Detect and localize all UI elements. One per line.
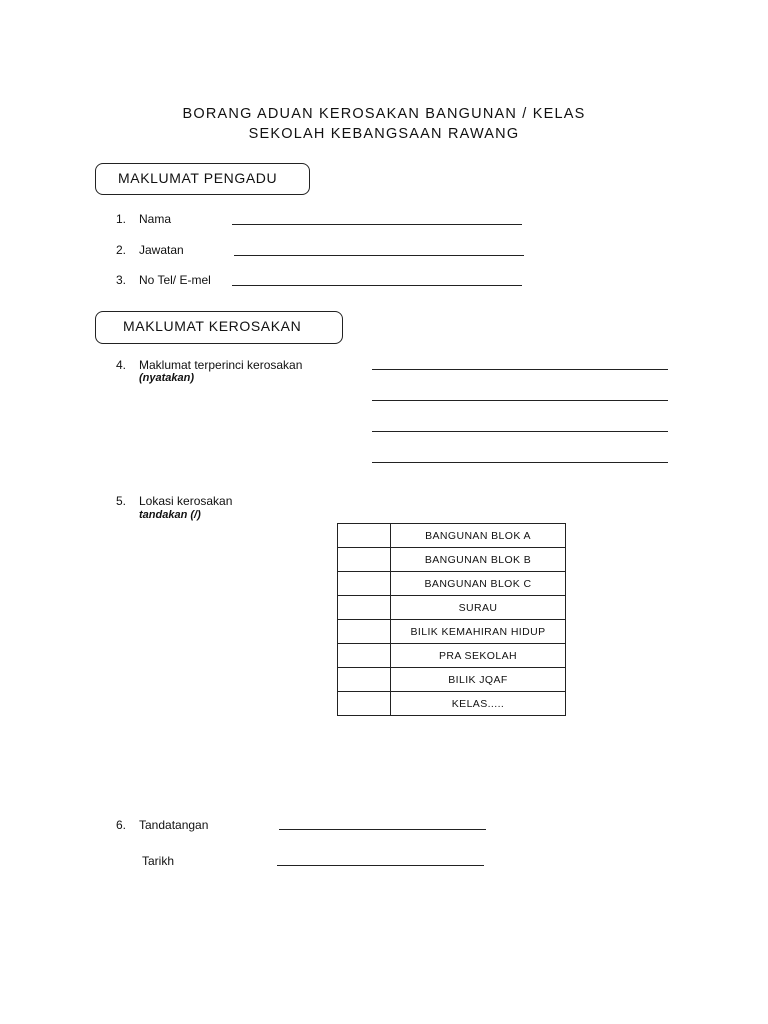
location-checkbox[interactable]	[338, 668, 391, 692]
table-row	[338, 572, 566, 596]
location-checkbox[interactable]	[338, 596, 391, 620]
table-row	[338, 548, 566, 572]
field-label-maklumat: Maklumat terperinci kerosakan	[139, 358, 303, 372]
table-row	[338, 620, 566, 644]
location-table	[337, 523, 566, 716]
section-header-pengadu	[95, 163, 310, 195]
table-row	[338, 644, 566, 668]
location-name: BILIK JQAF	[391, 668, 566, 692]
field-number: 1.	[116, 212, 127, 226]
section-title: MAKLUMAT PENGADU	[118, 170, 278, 186]
location-name: BANGUNAN BLOK B	[391, 548, 566, 572]
field-label-tarikh: Tarikh	[142, 854, 175, 868]
field-label-jawatan: Jawatan	[139, 243, 184, 257]
field-note-nyatakan: (nyatakan)	[139, 372, 195, 384]
location-checkbox[interactable]	[338, 620, 391, 644]
maklumat-input-line[interactable]	[372, 400, 668, 401]
table-row	[338, 668, 566, 692]
location-checkbox[interactable]	[338, 572, 391, 596]
location-checkbox[interactable]	[338, 692, 391, 716]
school-name: SEKOLAH KEBANGSAAN RAWANG	[248, 126, 520, 142]
location-name: KELAS.....	[391, 692, 566, 716]
field-number: 5.	[116, 494, 127, 508]
field-label-lokasi: Lokasi kerosakan	[139, 494, 233, 508]
location-name: PRA SEKOLAH	[391, 644, 566, 668]
date-input-line[interactable]	[277, 865, 484, 866]
no-tel-input-line[interactable]	[232, 285, 522, 286]
field-label-tandatangan: Tandatangan	[139, 818, 209, 832]
location-name: BILIK KEMAHIRAN HIDUP	[391, 620, 566, 644]
signature-input-line[interactable]	[279, 829, 486, 830]
location-checkbox[interactable]	[338, 644, 391, 668]
location-checkbox[interactable]	[338, 524, 391, 548]
section-title: MAKLUMAT KEROSAKAN	[123, 318, 302, 334]
field-number: 4.	[116, 358, 127, 372]
form-title: BORANG ADUAN KEROSAKAN BANGUNAN / KELAS	[182, 106, 586, 122]
location-name: BANGUNAN BLOK C	[391, 572, 566, 596]
table-row	[338, 692, 566, 716]
maklumat-input-line[interactable]	[372, 462, 668, 463]
table-row	[338, 596, 566, 620]
location-name: BANGUNAN BLOK A	[391, 524, 566, 548]
jawatan-input-line[interactable]	[234, 255, 524, 256]
maklumat-input-line[interactable]	[372, 431, 668, 432]
field-label-no-tel: No Tel/ E-mel	[139, 273, 211, 287]
field-label-nama: Nama	[139, 212, 172, 226]
location-name: SURAU	[391, 596, 566, 620]
field-note-tandakan: tandakan (/)	[139, 509, 201, 521]
field-number: 3.	[116, 273, 127, 287]
nama-input-line[interactable]	[232, 224, 522, 225]
table-row	[338, 524, 566, 548]
maklumat-input-line[interactable]	[372, 369, 668, 370]
field-number: 6.	[116, 818, 127, 832]
location-checkbox[interactable]	[338, 548, 391, 572]
field-number: 2.	[116, 243, 127, 257]
section-header-kerosakan	[95, 311, 343, 344]
